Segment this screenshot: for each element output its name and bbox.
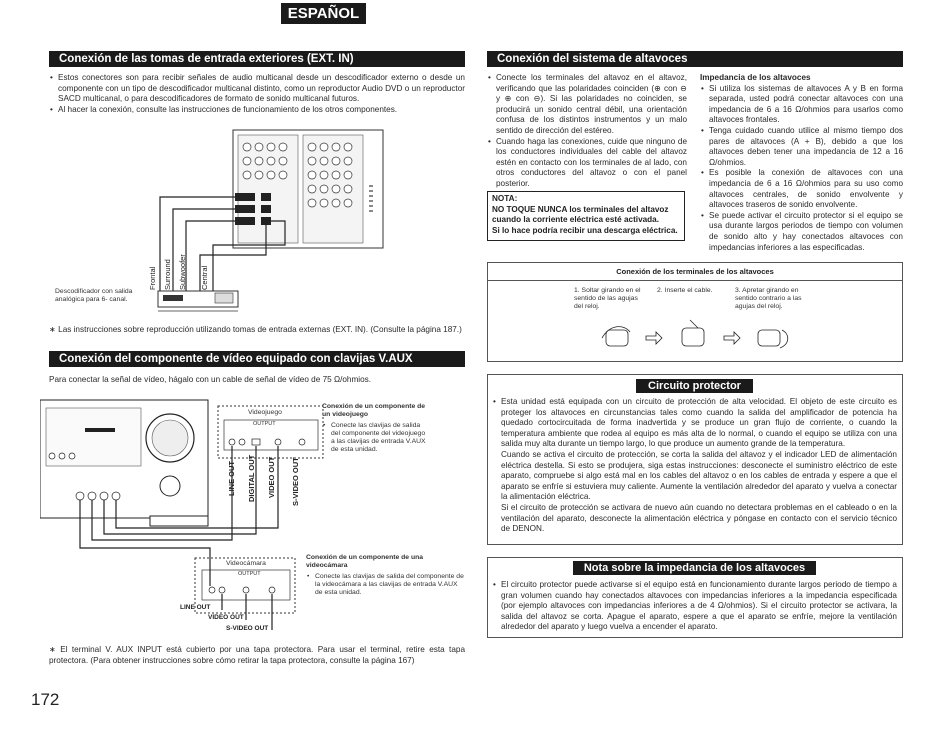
protector-bullet: • Esta unidad está equipada con un circuito de protección de alta velocidad. El objeto de este circuito es proteger los altavoces en circunstancias tales como cuando la salida del amplificador de potencia ha quedado cortocircuitada de forma inadvertida y se produce un gran flujo de corriente, o cuando la temperatura ambiente que rodea al equipo es más alta de lo normal, o cuando el equipo se utiliza con una salida muy alta durante un tiempo largo, lo que produce un aumento grande de la temperatura. [492,397,897,450]
note-title: NOTA: [492,194,518,203]
protector-title: Circuito protector [636,379,753,393]
speakers-section-title: Conexión del sistema de altavoces [487,51,903,67]
impedance-note-bullet: • El circuito protector puede activarse si el equipo está en funcionamiento durante largos periodo de tiempo a gran volumen cuando hay conectados altavoces con impedancias inferiores a la impedancia especificada (por ejemplo altavoces con impedancias inferiores a de 4 Ω/ohmios). Si el circuito protector se activara, la salida del altavoz se corta. Apague el aparato, espere a que el aparato se enfríe, mejore la ventilación alrededor del aparato y luego vuelva a encender el aparato. [492,580,897,633]
cable-s-video-out: S-VIDEO OUT [291,457,300,506]
impedance-bullet-2: • Tenga cuidado cuando utilice al mismo tiempo dos pares de altavoces (A + B), debido a que los altavoces deben tener una impedancia de 12 a 16 Ω/ohmios. [700,126,903,168]
vaux-footnote: ∗ El terminal V. AUX INPUT está cubierto por una tapa protectora. Para usar el terminal, retire esta tapa protectora. (Para obtener instrucciones sobre cómo retirar la tapa protectora, consulte la página 167) [49,645,465,665]
note-line-1: NO TOQUE NUNCA los terminales del altavoz [492,204,669,214]
terminals-title: Conexión de los terminales de los altavoces [616,267,774,276]
protector-para-3: Si el circuito de protección se activara de nuevo aún cuando no detectara problemas en el cableado o en la ventilación del aparato, desconecte la alimentación eléctrica y póngase en contacto con el servicio técnico de DENON. [501,502,897,534]
camcorder-info [306,554,466,597]
label-subwoofer: Subwoofer [178,254,187,290]
cable-video-out: VIDEO OUT [267,456,276,498]
vaux-diagram [40,398,330,638]
videogame-info-text: • Conecte las clavijas de salida del componente del videojuego a las clavijas de entrada V.AUX de esta unidad. [322,422,430,454]
terminal-step-1: 1. Soltar girando en el sentido de las agujas del reloj. [574,287,641,310]
ext-in-footnote: ∗ Las instrucciones sobre reproducción utilizando tomas de entrada externas (EXT. IN). (Consulte la página 187.) [49,325,462,334]
warning-note [487,191,685,241]
speakers-text [487,73,687,190]
ext-in-text [49,73,465,115]
cam-video-out: VIDEO OUT [208,614,244,621]
impedance-bullet-1: • Si utiliza los sistemas de altavoces A y B en forma separada, usted podrá conectar altavoces con una impedancia de 6 a 16 Ω/ohmios para usarlos como altavoces frontales. [700,84,903,126]
impedance-note-text [492,580,897,633]
videogame-info-title: Conexión de un componente de un videojuego [322,403,426,418]
cable-digital-out: DIGITAL OUT [247,454,256,502]
ext-in-bullet-1: • Estos conectores son para recibir señales de audio multicanal desde un descodificador externo o desde un componente con un tipo de descodificador multicanal distinto, como un reproductor Audio DVD o un reproductor SACD multicanal, o para descodificadores de formato de sonido multicanal futuros. [49,73,465,105]
speakers-bullet-1: • Conecte los terminales del altavoz en el altavoz, verificando que las polaridades coinciden (⊕ con ⊖ y ⊕ con ⊖). Si las polaridades no coinciden, se producirá un sonido central débil, una orientación confusa de los distintos instrumentos y un malo sentido de dirección del estéreo. [487,73,687,137]
impedance-bullet-4: • Se puede activar el circuito protector si el equipo se usa durante largos periodos de tiempo con volumen de sonido alto y hay conectados altavoces con impedancias inferiores a las especificadas. [700,211,903,253]
note-line-2: cuando la corriente eléctrica esté activada. [492,215,660,225]
cable-line-out: LINE OUT [227,461,236,496]
protector-para-2: Cuando se activa el circuito de protección, se corta la salida del altavoz y el indicador LED de alimentación eléctrica destella. Si esto se produjera, siga estas instrucciones: desconecte el suministro eléctrico de este aparato, compruebe si algo está mal en los cables del altavoz o en los cables de entrada y espere a que el aparato se enfríe si estuviera muy caliente. Aumente la ventilación alrededor del aparato y vuelva a conectar la alimentación eléctrica. [501,449,897,502]
protector-text [492,397,897,535]
cam-line-out: LINE OUT [180,604,211,611]
camcorder-info-text: • Conecte las clavijas de salida del componente de la videocámara a las clavijas de entrada V.AUX de esta unidad. [306,573,466,597]
ext-in-section-title: Conexión de las tomas de entrada exteriores (EXT. IN) [49,51,465,67]
camcorder-label: Videocámara [226,560,266,567]
impedance-text [700,73,903,253]
impedance-title: Impedancia de los altavoces [700,73,811,82]
impedance-bullet-3: • Es posible la conexión de altavoces con una impedancia de 6 a 16 Ω/ohmios para su uso como altavoces centrales, de sonido envolvente y altavoces traseros de sonido envolvente. [700,168,903,210]
impedance-note-title: Nota sobre la impedancia de los altavoces [573,561,816,575]
videogame-info [322,403,430,454]
cam-s-video-out: S-VIDEO OUT [226,625,269,632]
label-surround: Surround [163,259,172,290]
label-central: Central [200,265,209,290]
camcorder-output: OUTPUT [238,571,261,577]
label-frontal: Frontal [148,266,157,290]
ext-in-bullet-2: • Al hacer la conexión, consulte las instrucciones de funcionamiento de los otros componentes. [49,105,465,116]
camcorder-info-title: Conexión de un componente de una videocámara [306,554,424,569]
terminal-step-2: 2. Inserte el cable. [657,287,713,294]
vaux-section-title: Conexión del componente de vídeo equipado con clavijas V.AUX [49,351,465,367]
terminals-illustration [600,318,810,358]
terminal-step-3: 3. Apretar girando en sentido contrario a las agujas del reloj. [735,287,802,310]
vaux-intro: Para conectar la señal de vídeo, hágalo con un cable de señal de vídeo de 75 Ω/ohmios. [49,375,372,384]
note-line-3: Si lo hace podría recibir una descarga eléctrica. [492,225,678,235]
language-tab: ESPAÑOL [281,3,366,24]
page-number: 172 [31,690,60,709]
decoder-label: Descodificador con salida analógica para 6- canal. [55,288,133,303]
videogame-label: Videojuego [248,409,282,416]
speakers-bullet-2: • Cuando haga las conexiones, cuide que ninguno de los conductores individuales del cable del altavoz estén en contacto con los terminales de al lado, con otros conductores del altavoz o con el panel posterior. [487,137,687,190]
videogame-output: OUTPUT [253,421,276,427]
